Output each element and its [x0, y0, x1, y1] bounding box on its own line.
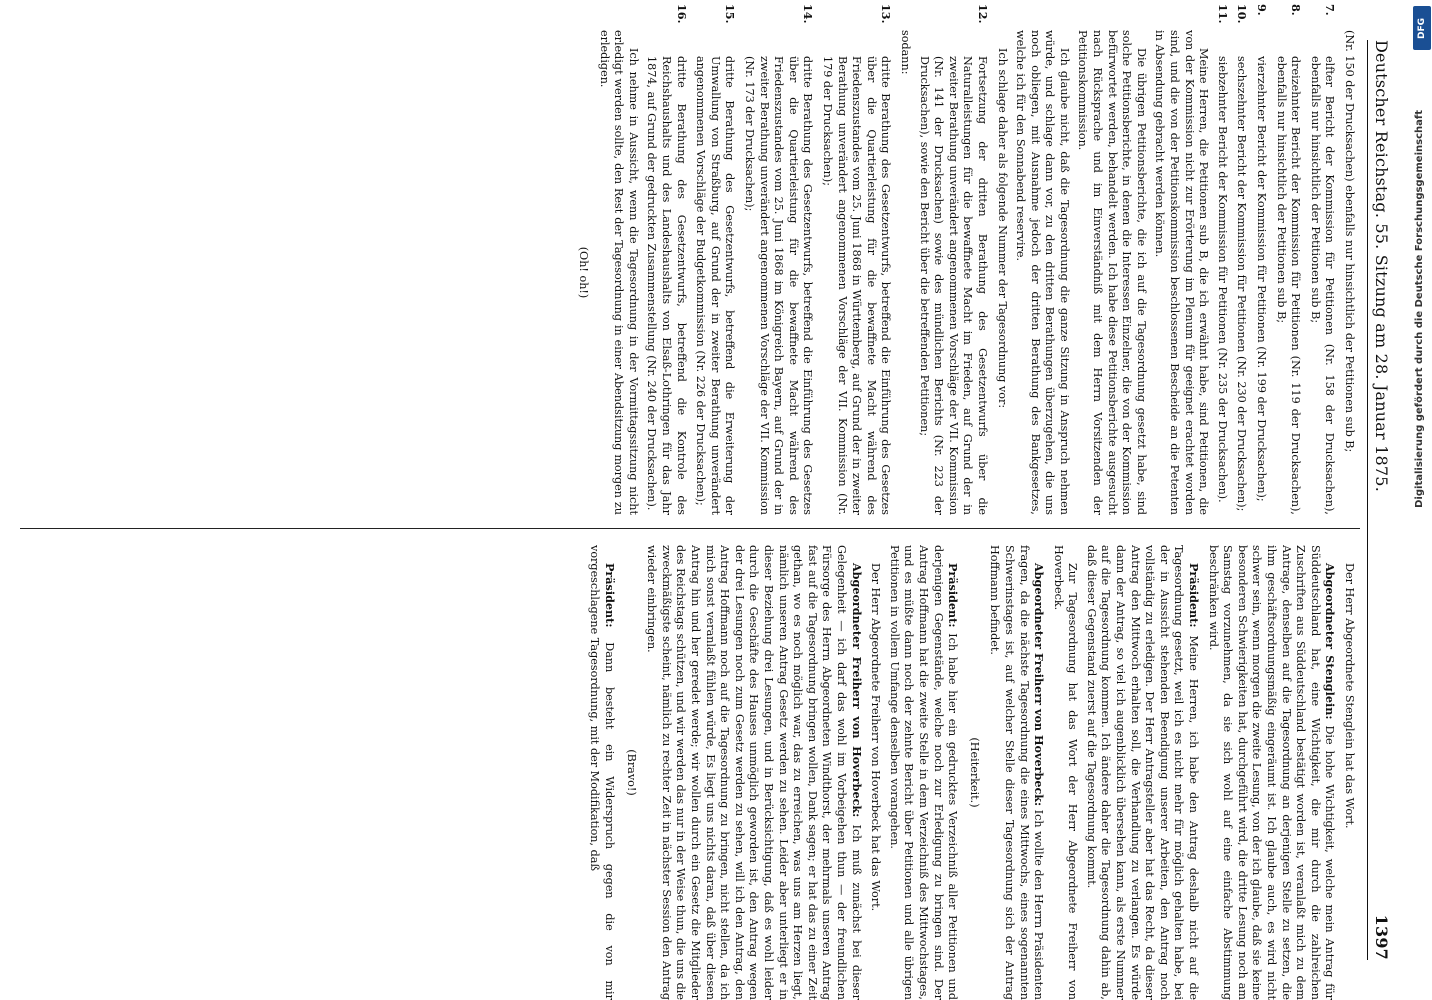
agenda-item	[1253, 4, 1270, 515]
agenda-item	[693, 4, 738, 515]
agenda-item	[741, 4, 816, 515]
speech-text: Ich wollte den Herrn Präsidenten fragen, da die nächste Tagesordnung die eines Mittwochs, eines sogenannten Schwerinstages ist, auf welcher Stelle dieser Tagesordnung sich der Antrag Hoffmann befindet.	[988, 545, 1046, 1000]
speech-paragraph	[587, 545, 617, 1000]
item-number: 16.	[674, 4, 689, 24]
agenda-item	[819, 4, 894, 515]
continued-line: (Nr. 150 der Drucksachen) ebenfalls nur hinsichtlich der Petitionen sub B;	[1343, 30, 1356, 453]
speaker-name: Präsident:	[946, 563, 961, 628]
page-header	[1367, 40, 1394, 960]
body-paragraph: Ich glaube nicht, daß die Tagesordnung die ganze Sitzung in Anspruch nehmen würde, und schlage dann vor, zu den dritten Berathungen überzugehen, die uns noch obliegen, mit Ausnahme jedoch der dritten Berathung des Bankgesetzes, welche ich für den Sonnabend reservire.	[1014, 30, 1071, 515]
interjection: (Heiterkeit.)	[967, 737, 981, 808]
dfg-logo: DFG	[1413, 6, 1431, 50]
item-text: dritte Berathung des Gesetzentwurfs, betreffend die Einführung des Gesetzes über die Quartierleistung für die bewaffnete Macht während des Friedenszustandes vom 25. Juni 1868 in Württemberg, auf Grund der in zweiter Berathung unverändert angenommenen Vorschläge der VII. Kommission (Nr. 179 der Drucksachen);	[821, 56, 893, 515]
item-text: Fortsetzung der dritten Berathung des Gesetzentwurfs über die Naturalleistungen für die bewaffnete Macht im Frieden, auf Grund der in zweiter Berathung unverändert angenommenen Vorschläge der VII. Kommission (Nr. 141 der Drucksachen) sowie des mündlichen Berichts (Nr. 223 der Drucksachen), sowie den Bericht über die betreffenden Petitionen;	[917, 56, 989, 515]
agenda-item	[1234, 4, 1250, 515]
section-label: sodann:	[898, 30, 912, 75]
speech-text: Ich habe hier ein gedrucktes Verzeichniß aller Petitionen und derjenigen Gegenstände, welche noch zur Erledigung zu bringen sind. Der Antrag Hoffmann hat die zweite Stelle in dem Verzeichniß des Mittwochstages, und es müßte dann noch der zehnte Bericht über Petitionen und alle übrigen Petitionen in vollem Umfange denselben vorangehen.	[887, 545, 960, 1000]
speaker-name: Abgeordneter Stenglein:	[1323, 563, 1338, 720]
running-title: Deutscher Reichstag. 55. Sitzung am 28. Januar 1875.	[1372, 40, 1391, 492]
agenda-item	[644, 4, 689, 515]
speech-paragraph	[886, 545, 960, 1000]
item-number: 13.	[879, 4, 894, 24]
item-text: sechszehnter Bericht der Kommission für Petitionen (Nr. 230 der Drucksachen);	[1235, 56, 1249, 512]
speech-text: Meine Herren, ich habe den Antrag deshalb nicht auf die Tagesordnung gesetzt, weil ich es nicht mehr für möglich gehalten habe, bei der in Aussicht stehenden Beendigung unserer Arbeiten, den Antrag noch vollständig zu erledigen. Der Herr Antragsteller aber hat das Recht, da dieser Antrag den Mittwoch erhalten soll, die Verhandlung zu verlangen. Es würde dann der Antrag, so viel ich augenblicklich übersehen kann, als erste Nummer auf die Tagesordnung kommen. Ich ändere daher die Tagesordnung dahin ab, daß dieser Gegenstand zuerst auf die Tagesordnung kommt.	[1084, 545, 1201, 1000]
body-paragraph: Die übrigen Petitionsberichte, die ich auf die Tagesordnung gesetzt habe, sind solche Petitionsberichte, in denen die Interessen Einzelner, die von der Kommission befürwortet werden, behandelt werden. Ich habe diese Petitionsberichte ausgesucht nach Rücksprache und im Einverständniß mit dem Herrn Vorsitzenden der Petitionskommission.	[1076, 30, 1148, 515]
body-paragraph: Meine Herren, die Petitionen sub B, die ich erwähnt habe, sind Petitionen, die von der Kommission nicht zur Erörterung im Plenum für geeignet erachtet worden sind, und die von der Petitionskommission beschlossenen Bescheide an die Petenten in Absendung gebracht werden können.	[1153, 30, 1211, 515]
agenda-item	[1273, 4, 1304, 515]
speech-paragraph	[1205, 545, 1337, 1000]
speaker-name: Präsident:	[1187, 563, 1202, 628]
agenda-item	[1307, 4, 1338, 515]
item-text: siebzehnter Bericht der Kommission für Petitionen (Nr. 235 der Drucksachen).	[1215, 56, 1229, 503]
column-divider	[20, 528, 1360, 529]
item-number: 11.	[1215, 4, 1230, 24]
body-paragraph: Ich schlage daher als folgende Nummer der Tagesordnung vor:	[995, 48, 1009, 409]
item-text: vierzehnter Bericht der Kommission für Petitionen (Nr. 199 der Drucksachen);	[1255, 56, 1269, 502]
body-paragraph: Zur Tagesordnung hat das Wort der Herr Abgeordnete Freiherr von Hoverbeck.	[1051, 545, 1080, 1000]
speech-paragraph	[644, 545, 864, 1000]
page-number: 1397	[1372, 914, 1391, 960]
item-number: 14.	[801, 4, 816, 24]
body-paragraph: Der Herr Abgeordnete Freiherr von Hoverbeck hat das Wort.	[869, 563, 883, 912]
left-column	[570, 4, 1357, 515]
interjection: (Bravo!)	[624, 749, 638, 796]
speech-paragraph	[1083, 545, 1201, 1000]
item-number: 15.	[723, 4, 738, 24]
agenda-item	[1214, 4, 1230, 515]
item-number: 8.	[1289, 4, 1304, 16]
speaker-name: Abgeordneter Freiherr von Hoverbeck:	[849, 563, 864, 818]
speech-text: Dann besteht ein Widerspruch gegen die von mir vorgeschlagene Tagesordnung, mit der Modifikation, daß	[588, 545, 617, 1000]
credit-text: Digitalisierung gefördert durch die Deutsche Forschungsgemeinschaft	[1414, 110, 1425, 508]
item-text: elfter Bericht der Kommission für Petitionen (Nr. 158 der Drucksachen), ebenfalls nur hinsichtlich der Petitionen sub B;	[1308, 56, 1337, 515]
speech-text: Die hohe Wichtigkeit, welche mein Antrag für Süddeutschland hat, eine Wichtigkeit, die mir durch die zahlreichen Zuschriften aus Süddeutschland bestätigt worden ist, veranlaßt mich zu dem Antrage, denselben auf die Tagesordnung an derjenigen Stelle zu setzen, die ihm geschäftsordnungsmäßig eingeräumt ist. Ich glaube auch, es wird nicht schwer sein, wenn morgen die zweite Lesung, von der ich glaube, daß sie keine besonderen Schwierigkeiten hat, durchgeführt wird, die dritte Lesung noch am Samstag vorzunehmen, da sie sich wohl auf eine einfache Abstimmung beschränken wird.	[1206, 545, 1337, 1000]
speaker-name: Präsident:	[603, 563, 618, 628]
body-paragraph: Ich nehme in Aussicht, wenn die Tagesordnung in der Vormittagssitzung nicht erledigt werden sollte, den Rest der Tagesordnung in einer Abendsitzung morgen zu erledigen.	[597, 30, 640, 515]
item-number: 10.	[1235, 4, 1250, 24]
body-paragraph: Der Herr Abgeordnete Stenglein hat das Wort.	[1343, 563, 1356, 829]
item-text: dreizehnter Bericht der Kommission für Petitionen (Nr. 119 der Drucksachen), ebenfalls nur hinsichtlich der Petitionen sub B;	[1274, 56, 1303, 515]
speaker-name: Abgeordneter Freiherr von Hoverbeck:	[1032, 563, 1047, 807]
item-text: dritte Berathung des Gesetzentwurfs, betreffend die Kontrole des Reichshaushalts und des Landeshaushalts von Elsaß-Lothringen für das Jahr 1874, auf Grund der gedruckten Zusammenstellung (Nr. 240 der Drucksachen).	[645, 56, 688, 515]
right-column	[583, 545, 1356, 1000]
item-text: dritte Berathung des Gesetzentwurfs, betreffend die Einführung des Gesetzes über die Quartierleistung für die bewaffnete Macht während des Friedenszustandes vom 25. Juni 1868 im Königreich Bayern, auf Grund der in zweiter Berathung unverändert angenommenen Vorschläge der VII. Kommission (Nr. 173 der Drucksachen);	[743, 56, 815, 515]
speech-text: Ich muß zunächst bei dieser Gelegenheit — ich darf das wohl im Vorbeigehen thun — der freundlichen Fürsorge des Herrn Abgeordneten Windthorst, der mehrmals unseren Antrag fast auf die Tagesordnung bringen wollen, Dank sagen; er hat das zu einer Zeit gethan, wo es noch möglich war, das zu erreichen, was uns am Herzen liegt, nämlich unseren Antrag Gesetz werden zu sehen. Leider aber unterliegt er in dieser Beziehung drei Lesungen, und in Berücksichtigung, daß es wohl leider durch die Geschäfte des Hauses unmöglich geworden ist, den Antrag wegen der drei Lesungen noch zum Gesetz werden zu sehen, will ich den Antrag, den Antrag Hoffmann noch auf die Tagesordnung zu bringen, nicht stellen, da ich mich sonst veranlaßt fühlen würde, Es liegt uns nichts daran, daß über diesen Antrag hin und her geredet werde; wir wollen durch ein Gesetz die Mitglieder des Reichstags schützen, und wir werden das nur in der Weise thun, die uns die zweckmäßigste scheint, nämlich zu rechter Zeit in nächster Session den Antrag wieder einbringen.	[645, 545, 863, 1000]
item-number: 9.	[1255, 4, 1270, 16]
item-text: dritte Berathung des Gesetzentwurfs, betreffend die Erweiterung der Umwallung von Straßburg, auf Grund der in zweiter Berathung unverändert angenommenen Vorschläge der Budgetkommission (Nr. 226 der Drucksachen);	[694, 56, 737, 515]
digitization-credit	[1410, 0, 1432, 1000]
item-number: 7.	[1323, 4, 1338, 16]
item-number: 12.	[975, 4, 990, 24]
agenda-item	[916, 4, 990, 515]
speech-paragraph	[987, 545, 1046, 1000]
interjection: (Oh! oh!)	[577, 246, 591, 299]
